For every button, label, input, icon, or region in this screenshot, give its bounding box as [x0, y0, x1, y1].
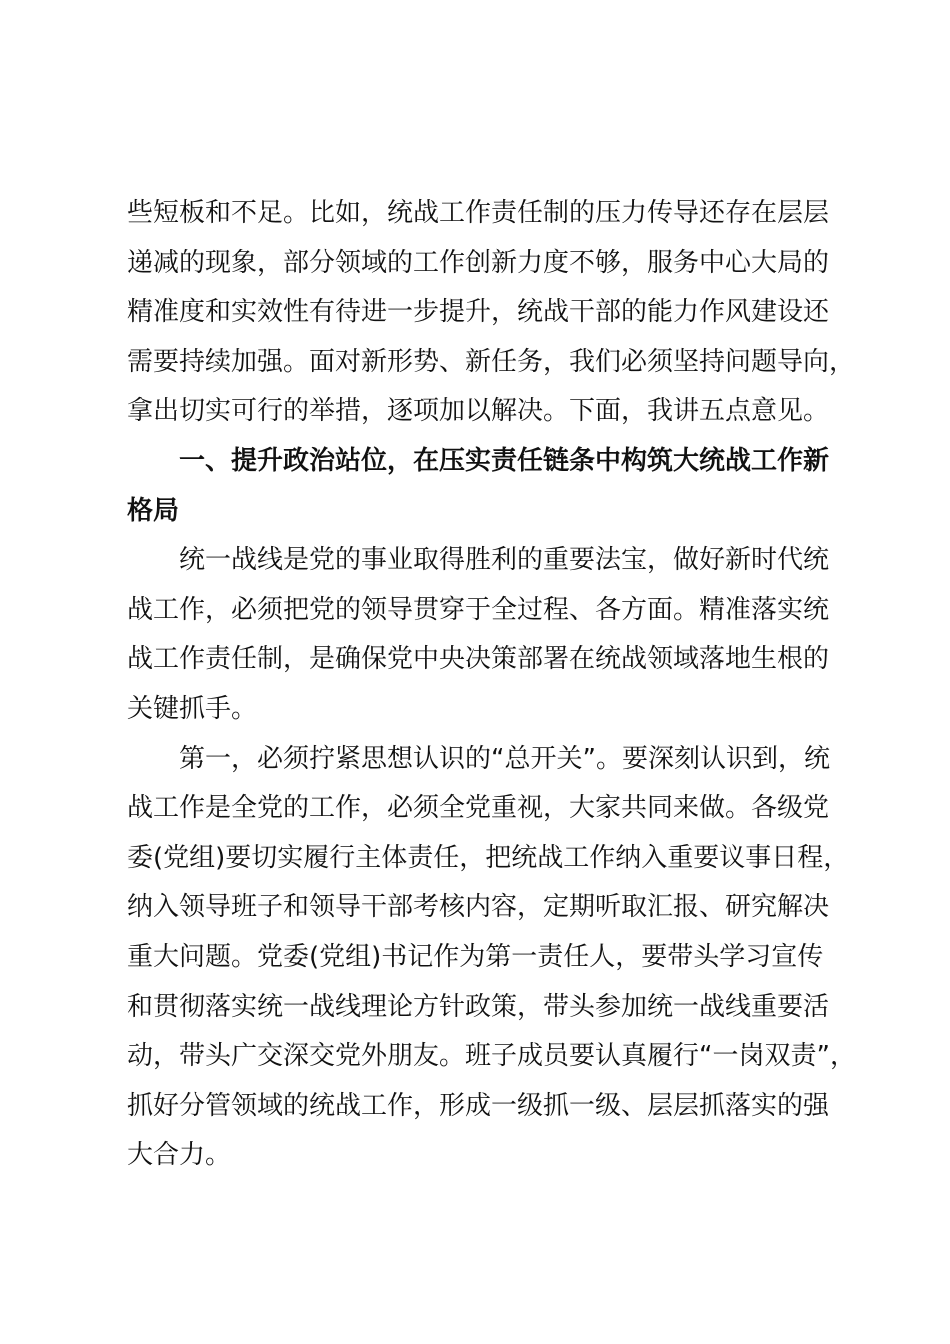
text-line: 关键抓手。: [127, 693, 258, 724]
text-line: 战工作，必须把党的领导贯穿于全过程、各方面。精准落实统: [127, 594, 830, 625]
text-line: 统一战线是党的事业取得胜利的重要法宝，做好新时代统: [179, 545, 830, 576]
heading-line: 一、提升政治站位，在压实责任链条中构筑大统战工作新: [179, 445, 830, 476]
text-line: 精准度和实效性有待进一步提升，统战干部的能力作风建设还: [127, 297, 830, 328]
text-line: 委(党组)要切实履行主体责任，把统战工作纳入重要议事日程，: [127, 842, 850, 873]
text-line: 大合力。: [127, 1140, 232, 1171]
text-line: 抓好分管领域的统战工作，形成一级抓一级、层层抓落实的强: [127, 1090, 830, 1121]
text-line: 第一，必须拧紧思想认识的“总开关”。要深刻认识到，统: [179, 743, 830, 774]
text-line: 重大问题。党委(党组)书记作为第一责任人，要带头学习宣传: [127, 941, 824, 972]
text-line: 战工作是全党的工作，必须全党重视，大家共同来做。各级党: [127, 793, 830, 824]
text-line: 和贯彻落实统一战线理论方针政策，带头参加统一战线重要活: [127, 991, 830, 1022]
text-line: 战工作责任制，是确保党中央决策部署在统战领域落地生根的: [127, 644, 830, 675]
text-line: 纳入领导班子和领导干部考核内容，定期听取汇报、研究解决: [127, 892, 830, 923]
text-line: 需要持续加强。面对新形势、新任务，我们必须坚持问题导向，: [127, 346, 856, 377]
section-heading: [127, 437, 831, 536]
paragraph-united-front: [127, 536, 831, 734]
text-line: 动，带头广交深交党外朋友。班子成员要认真履行“一岗双责”，: [127, 1041, 856, 1072]
document-body: [127, 189, 856, 1181]
text-line: 递减的现象，部分领域的工作创新力度不够，服务中心大局的: [127, 247, 830, 278]
paragraph-first-point: [127, 735, 856, 1181]
paragraph-intro: [127, 189, 856, 437]
text-line: 拿出切实可行的举措，逐项加以解决。下面，我讲五点意见。: [127, 396, 830, 427]
text-line: 些短板和不足。比如，统战工作责任制的压力传导还存在层层: [127, 198, 830, 228]
heading-line: 格局: [127, 495, 180, 526]
